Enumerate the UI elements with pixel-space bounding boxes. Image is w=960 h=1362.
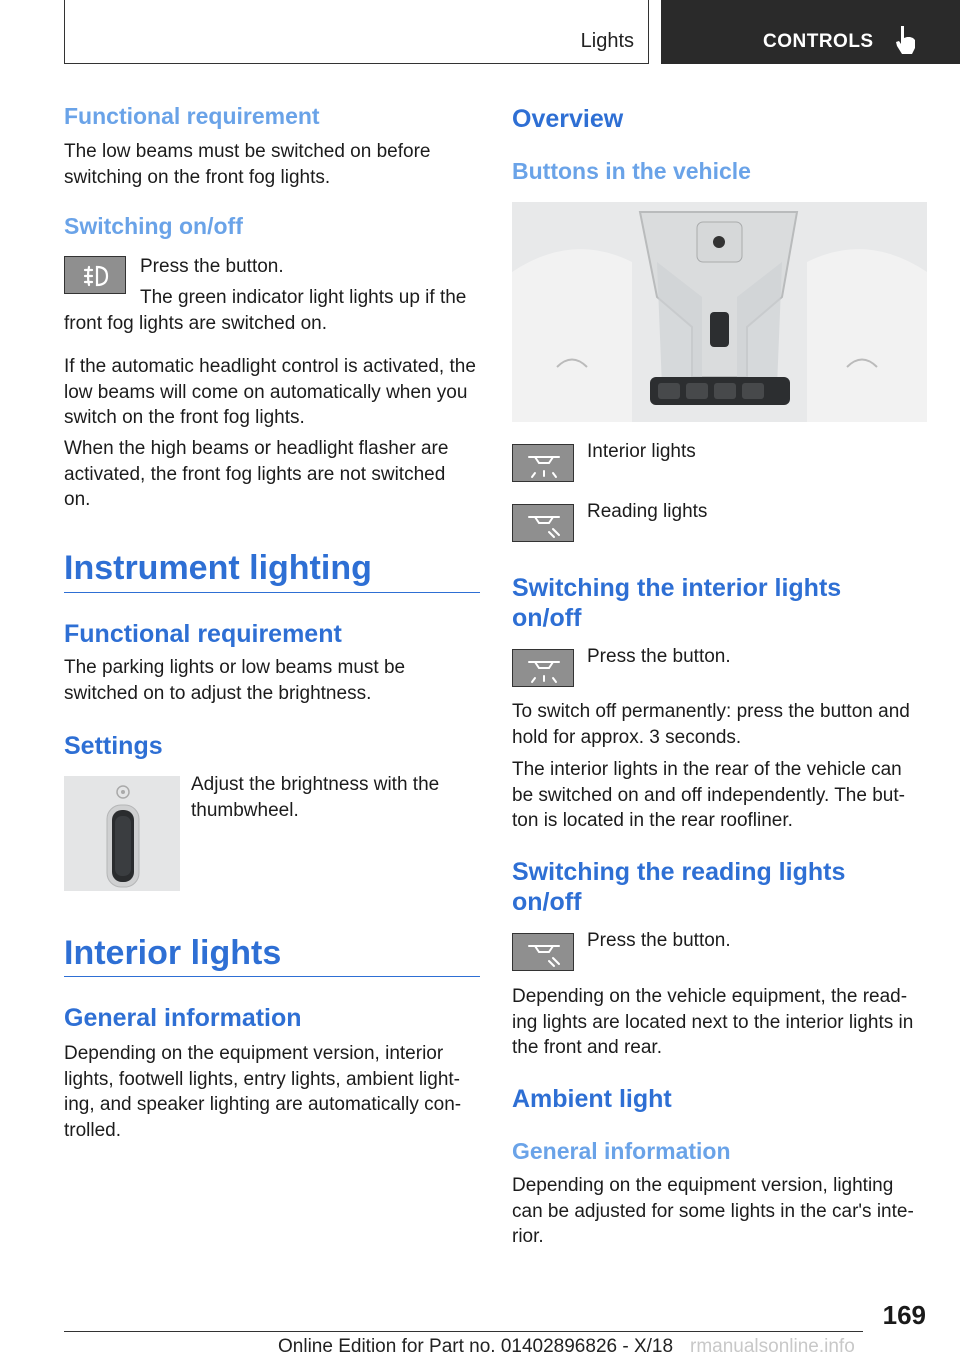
footer-divider <box>64 1331 863 1332</box>
section-divider <box>64 976 480 977</box>
header-chapter-title: CONTROLS <box>763 31 874 52</box>
reading-lights-button <box>512 504 574 542</box>
section-divider <box>64 592 480 593</box>
general-information-heading: General information <box>64 1004 302 1032</box>
reading-lights-button <box>512 933 574 971</box>
overview-heading: Overview <box>512 105 624 133</box>
settings-text: Adjust the brightness with the thumbwheel. <box>191 774 440 821</box>
reading-lights-label: Reading lights <box>587 501 708 522</box>
buttons-in-vehicle-heading: Buttons in the vehicle <box>512 158 751 184</box>
switch-reading-text: Depending on the vehicle equipment, the read- ing lights are located next to the interior lights in the front and rear. <box>512 986 914 1058</box>
settings-heading: Settings <box>64 732 163 760</box>
ambient-general-text: Depending on the equipment version, lighting can be adjusted for some lights in the car's inte- rior. <box>512 1175 914 1247</box>
fog-requirement-text: The low beams must be switched on before switching on the front fog lights. <box>64 141 431 188</box>
watermark-text: rmanualsonline.info <box>690 1336 855 1357</box>
header-chapter-tab <box>661 0 960 64</box>
interior-lights-button <box>512 649 574 687</box>
switch-reading-press-text: Press the button. <box>587 930 731 951</box>
fog-switch-heading: Switching on/off <box>64 213 243 239</box>
instrument-lighting-heading: Instrument lighting <box>64 549 372 587</box>
interior-lights-heading: Interior lights <box>64 934 282 972</box>
header-left-box <box>64 0 649 64</box>
fog-auto-text: If the automatic headlight control is activated, the low beams will come on automatically when you switch on the front fog lights. <box>64 356 476 428</box>
ambient-general-heading: General information <box>512 1138 731 1164</box>
switch-reading-heading: Switching the reading lights on/off <box>512 858 846 916</box>
interior-lights-button <box>512 444 574 482</box>
pointing-hand-icon <box>893 24 919 61</box>
instrument-requirement-text: The parking lights or low beams must be switched on to adjust the brightness. <box>64 657 406 704</box>
interior-lights-label: Interior lights <box>587 441 696 462</box>
fog-press-text: Press the button. <box>140 256 284 277</box>
interior-light-icon <box>513 650 575 688</box>
thumbwheel-image <box>64 776 180 891</box>
overhead-console-image <box>512 202 927 422</box>
page-number: 169 <box>882 1300 926 1330</box>
footer-edition: Online Edition for Part no. 01402896826 - X/18 <box>278 1336 674 1357</box>
reading-light-icon <box>513 934 575 972</box>
interior-light-icon <box>513 445 575 483</box>
header-section-title: Lights <box>580 30 634 52</box>
reading-light-icon <box>513 505 575 543</box>
ambient-light-heading: Ambient light <box>512 1085 672 1113</box>
general-information-text: Depending on the equipment version, interior lights, footwell lights, entry lights, ambient light- ing, and speaker lighting are automatically con- trolled. <box>64 1043 462 1141</box>
fog-high-text: When the high beams or headlight flasher are activated, the front fog lights are not switched on. <box>64 438 449 510</box>
switch-interior-heading: Switching the interior lights on/off <box>512 574 842 632</box>
switch-interior-off-text: To switch off permanently: press the button and hold for approx. 3 seconds. <box>512 701 910 748</box>
switch-interior-rear-text: The interior lights in the rear of the vehicle can be switched on and off independently. The but- ton is located in the rear roofliner. <box>512 759 905 831</box>
instrument-requirement-heading: Functional requirement <box>64 620 342 648</box>
fog-requirement-heading: Functional requirement <box>64 103 320 129</box>
switch-interior-press-text: Press the button. <box>587 646 731 667</box>
fog-indicator-text: The green indicator light lights up if the front fog lights are switched on. <box>64 287 467 334</box>
